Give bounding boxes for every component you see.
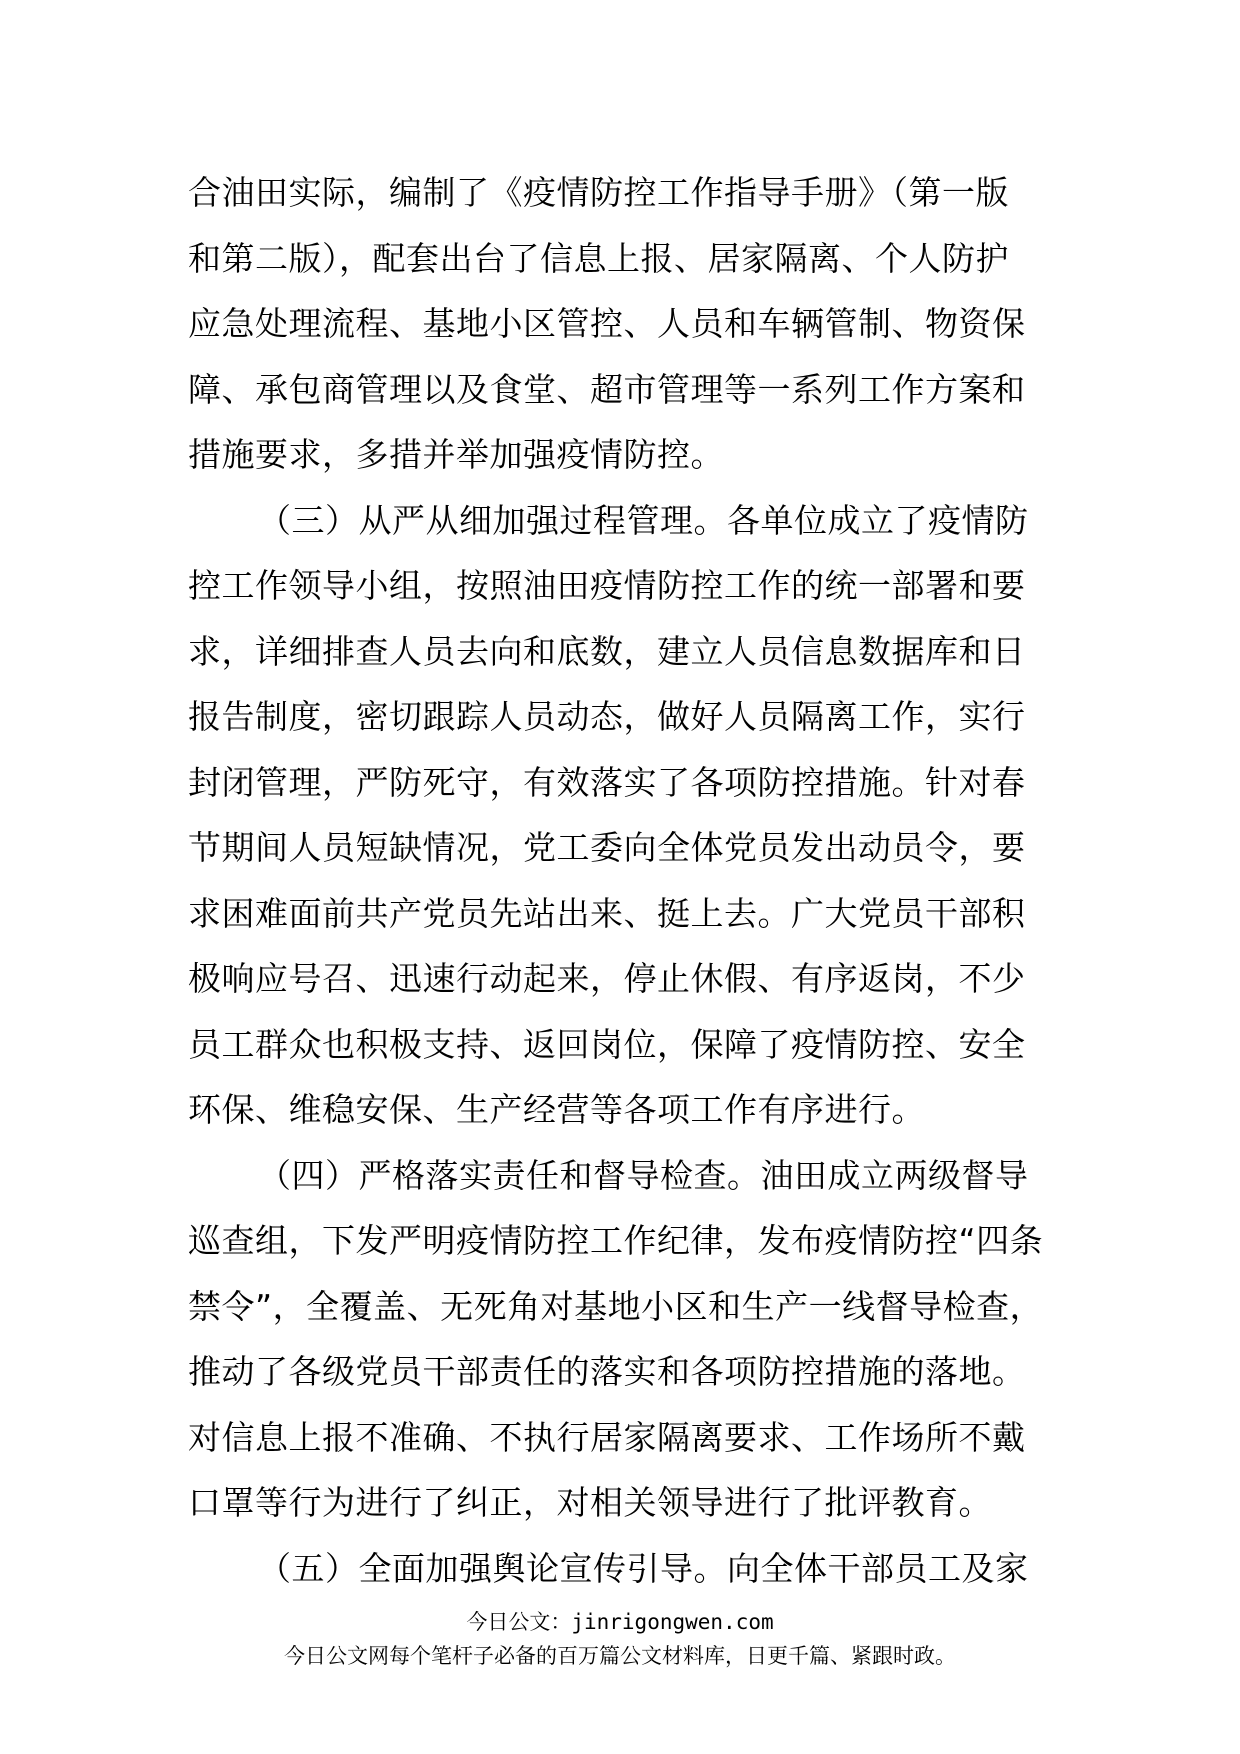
body-line: 措施要求，多措并举加强疫情防控。 [188,435,724,474]
body-line: 求困难面前共产党员先站出来、挺上去。广大党员干部积 [188,893,1026,933]
document-body [188,160,1058,1601]
body-line: 报告制度，密切跟踪人员动态，做好人员隔离工作，实行 [188,697,1026,736]
body-line: 对信息上报不准确、不执行居家隔离要求、工作场所不戴 [188,1417,1026,1457]
paragraph-heading-4: （四）严格落实责任和督导检查。油田成立两级督导 [258,1155,1029,1195]
body-line: 环保、维稳安保、生产经营等各项工作有序进行。 [188,1090,925,1129]
body-line: 节期间人员短缺情况，党工委向全体党员发出动员令，要 [188,828,1026,867]
body-line: 求，详细排查人员去向和底数，建立人员信息数据库和日 [188,631,1026,671]
paragraph-heading-3: （三）从严从细加强过程管理。各单位成立了疫情防 [258,500,1029,540]
footer-site-link[interactable]: jinrigongwen.com [571,1610,774,1634]
body-line: 推动了各级党员干部责任的落实和各项防控措施的落地。 [188,1352,1026,1391]
body-line: 极响应号召、迅速行动起来，停止休假、有序返岗，不少 [188,959,1026,998]
body-line: 巡查组，下发严明疫情防控工作纪律，发布疫情防控“四条 [188,1221,1044,1260]
body-line: 应急处理流程、基地小区管控、人员和车辆管制、物资保 [188,304,1026,343]
body-line: 障、承包商管理以及食堂、超市管理等一系列工作方案和 [188,369,1026,409]
body-line: 员工群众也积极支持、返回岗位，保障了疫情防控、安全 [188,1024,1026,1064]
body-line: 禁令”，全覆盖、无死角对基地小区和生产一线督导检查， [188,1286,1044,1326]
footer-slogan: 今日公文网每个笔杆子必备的百万篇公文材料库，日更千篇、紧跟时政。 [284,1644,956,1668]
body-line: 合油田实际，编制了《疫情防控工作指导手册》（第一版 [188,173,1009,212]
body-line: 控工作领导小组，按照油田疫情防控工作的统一部署和要 [188,566,1026,605]
body-line: 和第二版），配套出台了信息上报、居家隔离、个人防护 [188,238,1009,278]
footer-site [0,1606,1240,1636]
paragraph-heading-5: （五）全面加强舆论宣传引导。向全体干部员工及家 [258,1548,1029,1588]
body-line: 口罩等行为进行了纠正，对相关领导进行了批评教育。 [188,1483,992,1522]
footer-site-label: 今日公文： [466,1610,572,1634]
body-line: 封闭管理，严防死守，有效落实了各项防控措施。针对春 [188,762,1026,802]
